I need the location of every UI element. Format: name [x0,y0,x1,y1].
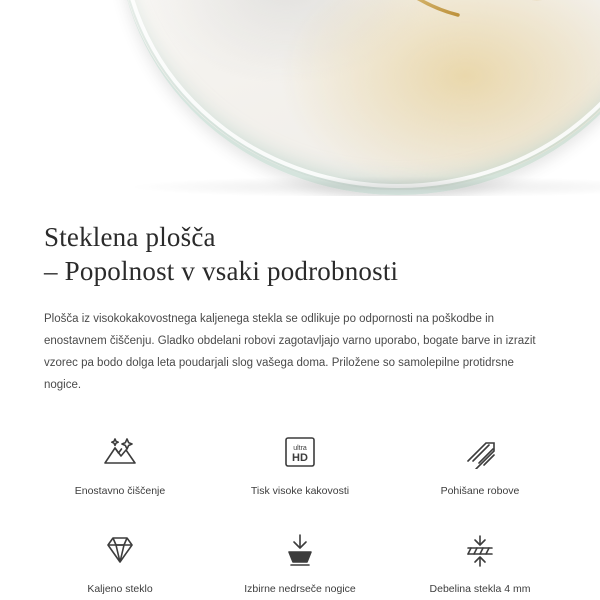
feature-grid [0,430,600,596]
feature-label: Debelina stekla 4 mm [429,583,531,595]
marble-gold-pattern [118,0,600,190]
thickness-arrows-icon [456,528,504,572]
plate-drop-shadow [128,176,600,196]
feature-item [210,430,390,498]
svg-text:HD: HD [292,452,308,464]
page-title [44,220,556,288]
feature-label: Enostavno čiščenje [74,485,166,497]
feature-label: Pohišane robove [440,485,520,497]
description-content [0,220,600,396]
hero-image [0,0,600,196]
feature-item [390,430,570,498]
feature-label: Tisk visoke kakovosti [250,485,350,497]
feature-item [30,430,210,498]
feature-item [390,528,570,596]
feature-label: Kaljeno steklo [87,583,153,595]
diamond-icon [96,528,144,572]
feature-item [30,528,210,596]
polished-edges-icon [456,430,504,474]
description-paragraph: Plošča iz visokokakovostnega kaljenega stekla se odlikuje po odpornosti na poškodbe in enostavnem čiščenju. Gladko obdelani robovi zagotavljajo varno uporabo, bogate barve in izrazit vzorec pa bodo dolga leta poudarjali slog vašega doma. Priložene so samolepilne protidrsne nogice. [44,313,536,391]
title-line-2: – Popolnost v vsaki podrobnosti [44,256,399,286]
nonslip-feet-icon [276,528,324,572]
title-line-1: Steklena plošča [44,222,216,252]
ultra-hd-icon [276,430,324,474]
feature-item [210,528,390,596]
sparkle-mountain-icon [96,430,144,474]
feature-label: Izbirne nedrseče nogice [244,583,356,595]
svg-text:ultra: ultra [293,445,307,452]
